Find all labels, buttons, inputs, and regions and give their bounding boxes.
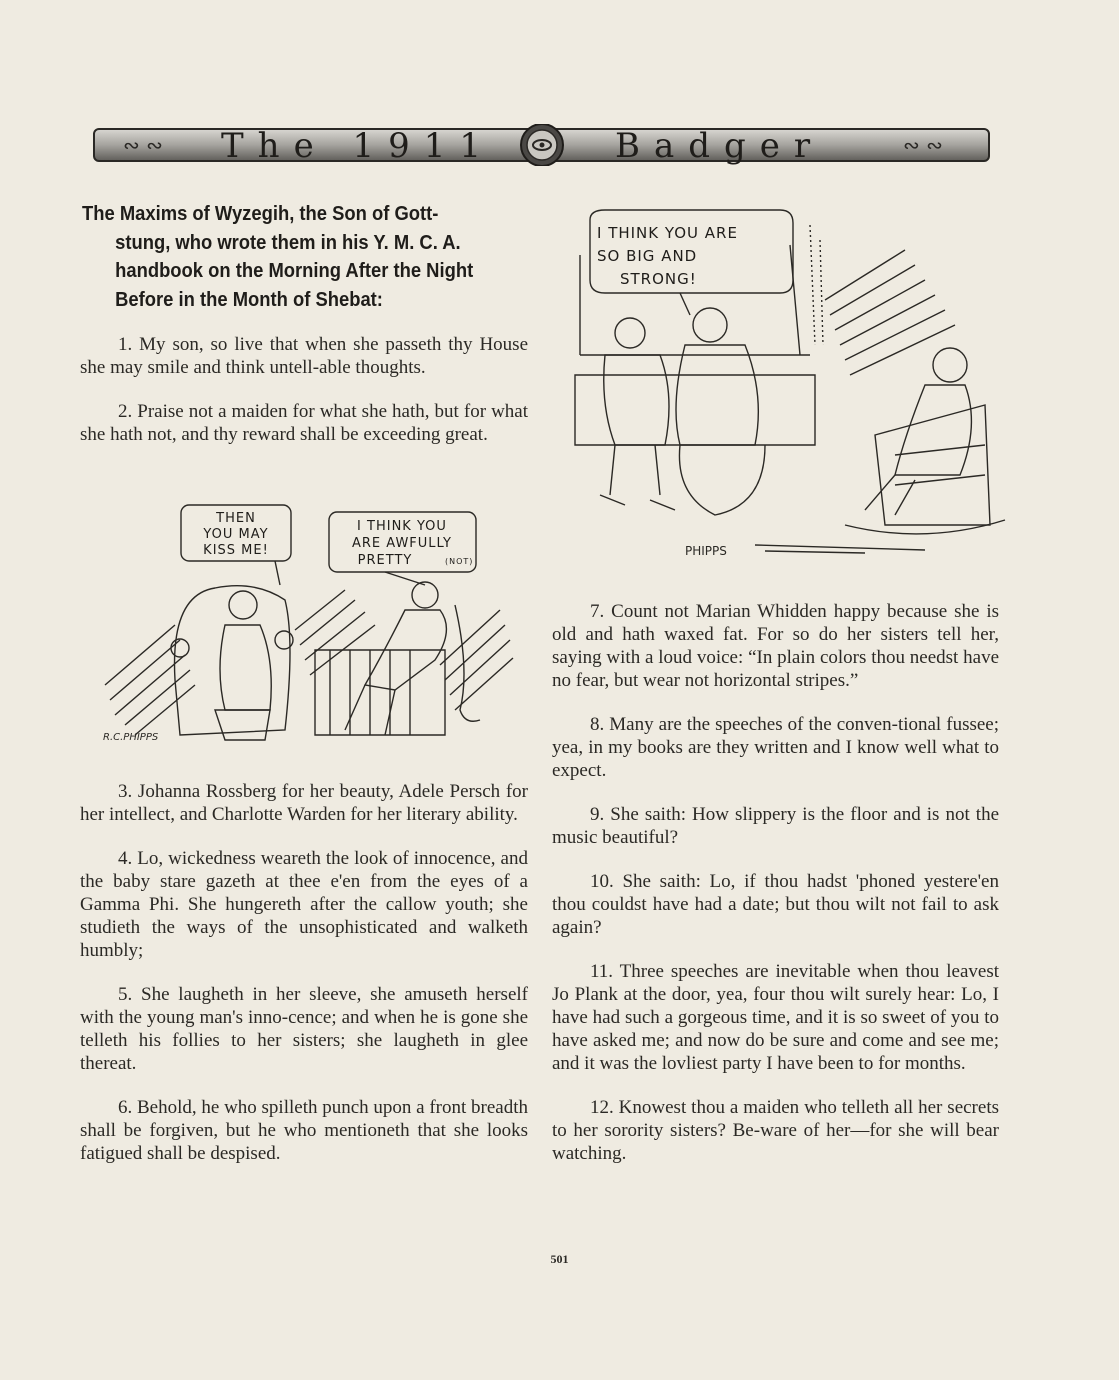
title-line-1: The Maxims of Wyzegih, the Son of Gott- bbox=[82, 203, 439, 225]
cartoon-right-illustration bbox=[565, 205, 1010, 560]
maxim-10: 10. She saith: Lo, if thou hadst 'phoned yestere'en thou couldst have had a date; but thou wilt not fail to ask again? bbox=[552, 871, 999, 938]
artist-signature-left: R.C.PHIPPS bbox=[103, 732, 159, 743]
maxim-5: 5. She laugheth in her sleeve, she amuseth herself with the young man's inno-cence; and when he is gone she telleth his follies to her sisters; she laugheth in glee thereat. bbox=[80, 984, 528, 1074]
boy-bubble-line-3: PRETTY bbox=[357, 553, 413, 568]
maxim-11: 11. Three speeches are inevitable when thou leavest Jo Plank at the door, yea, four thou wilt surely hear: Lo, I have had such a gorgeous time, and it is so sweet of you to have asked me; and now do be sure and come and see me; and it was the lovliest party I have been to for months. bbox=[552, 961, 999, 1074]
left-column-bottom bbox=[80, 780, 528, 1186]
girl-bubble-line-1: THEN bbox=[216, 511, 256, 526]
maxim-6: 6. Behold, he who spilleth punch upon a front breadth shall be forgiven, but he who mentioneth that she looks fatigued shall be despised. bbox=[80, 1097, 529, 1164]
right-bubble-line-3: STRONG! bbox=[620, 270, 697, 288]
header-banner bbox=[93, 124, 990, 166]
girl-bubble-line-3: KISS ME! bbox=[203, 543, 269, 558]
left-column-top bbox=[80, 333, 528, 467]
boy-bubble-line-1: I THINK YOU bbox=[357, 519, 447, 534]
maxim-12: 12. Knowest thou a maiden who telleth all her secrets to her sorority sisters? Be-ware of her—for she will bear watching. bbox=[552, 1097, 999, 1164]
boy-bubble-line-2: ARE AWFULLY bbox=[351, 536, 453, 551]
maxim-1: 1. My son, so live that when she passeth thy House she may smile and think untell-able thoughts. bbox=[80, 334, 528, 378]
page-number: 501 bbox=[550, 1252, 569, 1266]
maxim-8: 8. Many are the speeches of the conven-tional fussee; yea, in my books are they written and I know well what to expect. bbox=[552, 714, 999, 781]
cartoon-left-illustration bbox=[95, 500, 515, 755]
right-bubble-line-1: I THINK YOU ARE bbox=[597, 224, 738, 242]
right-column bbox=[552, 600, 999, 1186]
ornament-right-icon: ∾ ∾ bbox=[903, 133, 943, 157]
right-bubble-line-2: SO BIG AND bbox=[597, 247, 698, 265]
title-line-3: handbook on the Morning After the Night bbox=[115, 260, 474, 282]
maxim-9: 9. She saith: How slippery is the floor and is not the music beautiful? bbox=[552, 804, 999, 848]
maxim-7: 7. Count not Marian Whidden happy because she is old and hath waxed fat. For so do her sisters tell her, saying with a loud voice: “In plain colors thou needst have no fear, but wear not horizontal stripes.” bbox=[552, 601, 999, 691]
maxim-3: 3. Johanna Rossberg for her beauty, Adele Persch for her intellect, and Charlotte Warden for her literary ability. bbox=[80, 781, 528, 825]
page-title bbox=[82, 200, 498, 314]
cartoon-left bbox=[95, 500, 515, 760]
artist-signature-right: PHIPPS bbox=[685, 544, 727, 558]
banner-title-right: Badger bbox=[615, 126, 825, 166]
cartoon-right bbox=[565, 205, 1010, 565]
boy-bubble-aside: (NOT) bbox=[445, 557, 474, 566]
title-line-4: Before in the Month of Shebat: bbox=[115, 288, 383, 311]
girl-bubble-line-2: YOU MAY bbox=[203, 527, 269, 542]
maxim-2: 2. Praise not a maiden for what she hath, but for what she hath not, and thy reward shall be exceeding great. bbox=[80, 401, 528, 445]
title-line-2: stung, who wrote them in his Y. M. C. A. bbox=[115, 231, 461, 254]
maxim-4: 4. Lo, wickedness weareth the look of innocence, and the baby stare gazeth at thee e'en from the eyes of a Gamma Phi. She hungereth after the callow youth; she studieth the ways of the unsophisticated and walketh humbly; bbox=[80, 848, 528, 961]
ornament-left-icon: ∾ ∾ bbox=[123, 133, 163, 157]
banner-title-left: The 1911 bbox=[221, 126, 496, 166]
